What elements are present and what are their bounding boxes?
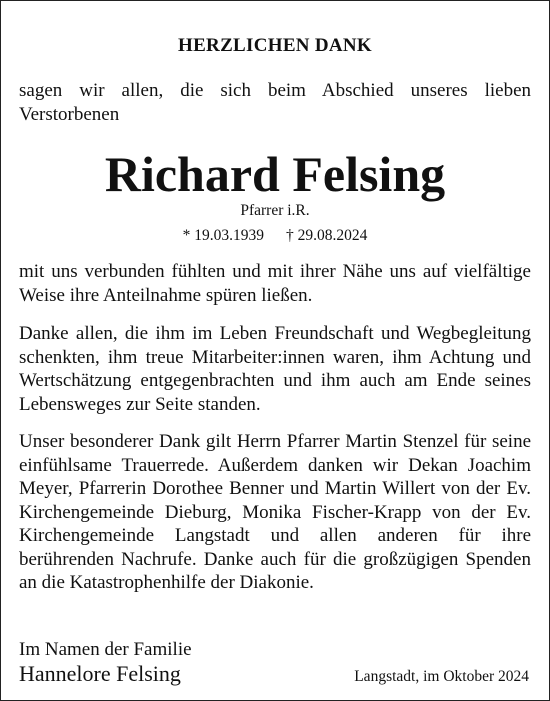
death-date: † 29.08.2024 xyxy=(286,227,368,244)
life-dates xyxy=(1,227,549,245)
paragraph-1: mit uns verbunden fühlten und mit ihrer Nähe uns auf vielfältige Weise ihre Anteilnahme spüren ließen. xyxy=(19,261,531,306)
intro-text: sagen wir allen, die sich beim Abschied unseres lieben Verstorbenen xyxy=(19,80,531,125)
heading: HERZLICHEN DANK xyxy=(178,35,372,56)
signature-name: Hannelore Felsing xyxy=(19,661,181,686)
paragraph-3: Unser besonderer Dank gilt Herrn Pfarrer Martin Stenzel für seine einfühlsame Trauerrede. Außerdem danken wir Dekan Joachim Meyer, Pfarrerin Dorothee Benner und Martin Willert von der Ev. Kirchengemeinde Dieburg, Monika Fischer-Krapp von der Ev. Kirchengemeinde Langstadt und allen anderen für ihre berührenden Nachrufe. Danke auch für die großzügigen Spenden an die Katastrophenhilfe der Diakonie. xyxy=(19,431,531,593)
paragraph-2: Danke allen, die ihm im Leben Freundschaft und Wegbegleitung schenkten, ihm treue Mitarbeiter:innen waren, ihm Achtung und Wertschätzung entgegenbrachten und ihm auch am Ende seines Lebensweges zur Seite standen. xyxy=(19,323,531,415)
birth-date: * 19.03.1939 xyxy=(182,227,264,244)
deceased-title: Pfarrer i.R. xyxy=(240,202,310,219)
signature-line: Im Namen der Familie xyxy=(19,639,192,660)
place-date: Langstadt, im Oktober 2024 xyxy=(354,668,529,685)
deceased-name: Richard Felsing xyxy=(104,146,446,202)
